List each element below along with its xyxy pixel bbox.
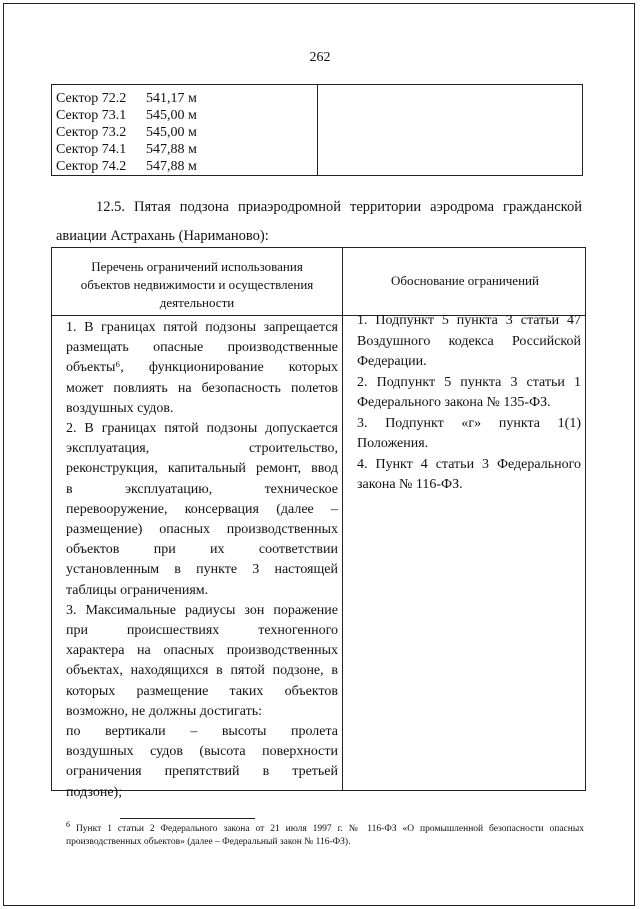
footnote-separator bbox=[120, 818, 255, 819]
sector-name: Сектор 73.2 bbox=[56, 125, 127, 140]
sector-value: 547,88 м bbox=[146, 142, 197, 157]
cell-line: в эксплуатацию, техническое bbox=[66, 481, 338, 497]
restrictions-cell bbox=[66, 318, 338, 803]
cell-line: 1. Подпункт 5 пункта 3 статьи 47 bbox=[357, 313, 581, 328]
footnote-line: производственных объектов» (далее – Федеральный закон № 116-ФЗ). bbox=[66, 837, 351, 847]
cell-line: 2. В границах пятой подзоны допускается bbox=[66, 421, 338, 437]
sector-row bbox=[56, 141, 197, 158]
cell-line-with-footnote bbox=[66, 358, 338, 378]
table-column-divider bbox=[342, 248, 343, 790]
section-heading-line: 12.5. Пятая подзона приаэродромной территории аэродрома гражданской bbox=[96, 199, 582, 215]
cell-text: ⁶, функционирование которых bbox=[115, 360, 338, 376]
cell-line: размещение) опасных производственных bbox=[66, 522, 338, 538]
sector-row bbox=[56, 90, 197, 107]
cell-line: установленным в пункте 3 настоящей bbox=[66, 562, 338, 578]
justification-cell bbox=[357, 311, 581, 496]
cell-line: перевооружение, консервация (далее – bbox=[66, 501, 338, 517]
sector-table bbox=[51, 84, 583, 176]
section-heading bbox=[56, 193, 582, 251]
sector-name: Сектор 73.1 bbox=[56, 108, 127, 123]
header-line: Перечень ограничений использования bbox=[91, 259, 303, 274]
sector-row bbox=[56, 124, 197, 141]
restrictions-table bbox=[51, 247, 586, 800]
cell-line: 4. Пункт 4 статьи 3 Федерального bbox=[357, 456, 581, 472]
sector-name: Сектор 72.2 bbox=[56, 91, 127, 106]
cell-line: реконструкция, капитальный ремонт, ввод bbox=[66, 461, 338, 477]
sector-table-divider bbox=[317, 85, 318, 175]
sector-row bbox=[56, 107, 197, 124]
cell-line: размещать опасные производственные bbox=[66, 340, 338, 356]
cell-line: Федерального закона № 135-ФЗ. bbox=[357, 395, 551, 410]
cell-text: объекты bbox=[66, 360, 116, 376]
cell-line: таблицы ограничениям. bbox=[66, 582, 209, 598]
sector-value: 541,17 м bbox=[146, 91, 197, 106]
cell-line: Воздушного кодекса Российской bbox=[357, 333, 581, 349]
footnote bbox=[66, 819, 584, 849]
cell-line: объектах, находящихся в пятой подзоне, в bbox=[66, 663, 338, 679]
footnote-text: Пункт 1 статьи 2 Федерального закона от 21 июля 1997 г. № 116-ФЗ «О промышленной безопасности опасных bbox=[75, 824, 584, 834]
sector-value: 545,00 м bbox=[146, 108, 197, 123]
header-line: объектов недвижимости и осуществления bbox=[80, 277, 314, 292]
page-number: 262 bbox=[309, 50, 331, 65]
cell-line: 2. Подпункт 5 пункта 3 статьи 1 bbox=[357, 374, 581, 390]
cell-line: подзоне); bbox=[66, 784, 123, 800]
sector-row bbox=[56, 158, 197, 175]
cell-line: возможно, не должны достигать: bbox=[66, 703, 263, 719]
cell-line: 3. Подпункт «г» пункта 1(1) bbox=[357, 415, 581, 431]
cell-line: которых размещение таких объектов bbox=[66, 683, 338, 699]
cell-line: Федерации. bbox=[357, 354, 427, 369]
sector-name: Сектор 74.1 bbox=[56, 142, 127, 157]
cell-line: закона № 116-ФЗ. bbox=[357, 477, 463, 492]
cell-line: эксплуатация, строительство, bbox=[66, 441, 338, 457]
footnote-marker: 6 bbox=[66, 819, 70, 829]
cell-line: может повлиять на безопасность полетов bbox=[66, 380, 338, 396]
sector-name: Сектор 74.2 bbox=[56, 159, 127, 174]
cell-line: характера на опасных производственных bbox=[66, 643, 338, 659]
sector-value: 545,00 м bbox=[146, 125, 197, 140]
table-header-justification: Обоснование ограничений bbox=[391, 273, 539, 288]
cell-line: при происшествиях техногенного bbox=[66, 623, 338, 639]
sector-rows bbox=[56, 90, 197, 175]
section-heading-line: авиации Астрахань (Нариманово): bbox=[56, 228, 269, 244]
cell-line: по вертикали – высоты пролета bbox=[66, 724, 338, 740]
cell-line: Положения. bbox=[357, 436, 429, 451]
table-header-restrictions bbox=[58, 258, 336, 312]
sector-value: 547,88 м bbox=[146, 159, 197, 174]
cell-line: ограничения препятствий в третьей bbox=[66, 764, 338, 780]
footnote-line bbox=[66, 819, 584, 836]
header-line: деятельности bbox=[159, 295, 235, 310]
cell-line: воздушных судов (высота поверхности bbox=[66, 744, 338, 760]
cell-line: воздушных судов. bbox=[66, 400, 174, 416]
cell-line: 3. Максимальные радиусы зон поражение bbox=[66, 602, 338, 618]
cell-line: объектов при их соответствии bbox=[66, 542, 338, 558]
cell-line: 1. В границах пятой подзоны запрещается bbox=[66, 320, 338, 335]
